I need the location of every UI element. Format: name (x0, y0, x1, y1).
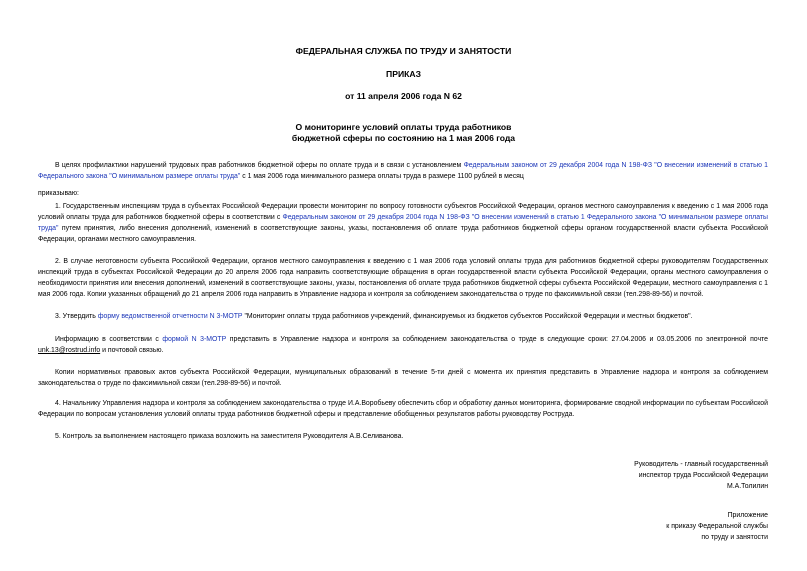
paragraph-1: 1. Государственным инспекциям труда в субъектах Российской Федерации провести мониторинг по вопросу готовности субъектов Российской Федерации, органов местного самоуправления к введению с 1 мая 2006 года условий оплаты труда для работников бюджетной сферы в соответствии с Федеральным законом от 29 декабря 2004 года N 198-ФЗ "О внесении изменений в статью 1 Федерального закона "О минимальном размере оплаты труда" путем принятия, либо внесения дополнений, изменений в соответствующие законы, указы, постановления об оплате труда работников бюджетной сферы органом государственной власти субъекта Российской Федерации, органами местного самоуправления. (38, 203, 768, 243)
form-3-motr-link-2[interactable]: формой N 3-МОТР (162, 336, 227, 343)
paragraph-3: 3. Утвердить форму ведомственной отчетности N 3-МОТР "Мониторинг оплаты труда работников учреждений, финансируемых из бюджетов субъектов Российской Федерации и местных бюджетов". (55, 313, 693, 320)
document-title-line2: бюджетной сферы по состоянию на 1 мая 2006 года (291, 133, 516, 143)
appendix-block (666, 510, 768, 543)
paragraph-4: 4. Начальнику Управления надзора и контроля за соблюдением законодательства о труде И.А.Воробьеву обеспечить сбор и обработку данных мониторинга, формирование сводной информации по субъектам Российской Федерации по вопросам установления условий оплаты труда работников бюджетной сферы и представление обобщенных результатов работы руководству Роструда. (38, 400, 768, 418)
paragraph-copies: Копии нормативных правовых актов субъекта Российской Федерации, муниципальных образований в течение 5-ти дней с момента их принятия представить в Управление надзора и контроля за соблюдением законодательства о труде по факсимильной связи (тел.298-89-56) и почтой. (38, 369, 768, 387)
signature-name: М.А.Толилин (726, 483, 768, 490)
signature-line-2: инспектор труда Российской Федерации (638, 472, 768, 479)
paragraph-5: 5. Контроль за выполнением настоящего приказа возложить на заместителя Руководителя А.В.Селиванова. (55, 433, 404, 440)
intro-paragraph: В целях профилактики нарушений трудовых прав работников бюджетной сферы по оплате труда и в связи с установлением Федеральным законом от 29 декабря 2004 года N 198-ФЗ "О внесении изменений в статью 1 Федерального закона "О минимальном размере оплаты труда" с 1 мая 2006 года минимального размера оплаты труда в размере 1100 рублей в месяц (38, 162, 769, 180)
paragraph-info: Информацию в соответствии с формой N 3-МОТР представить в Управление надзора и контроля за соблюдением законодательства о труде в следующие сроки: 27.04.2006 и 03.05.2006 по электронной почте unk.13@rostrud.info и почтовой связью. (38, 336, 768, 354)
document-type: ПРИКАЗ (386, 69, 421, 79)
paragraph-2: 2. В случае неготовности субъекта Российской Федерации, органов местного самоуправления к введению с 1 мая 2006 года условий оплаты труда для работников бюджетной сферы руководителям Государственных инспекций труда в субъектах Российской Федерации до 20 апреля 2006 года направить соответствующие обращения в орган государственной власти субъекта Российской Федерации, органы местного самоуправления о необходимости принятия или внесения дополнений, изменений в соответствующие законы, указы, постановления об оплате труда работников бюджетной сферы субъекта Российской Федерации, местного самоуправления с 1 мая 2006 года. Копии указанных обращений до 21 апреля 2006 года направить в Управление надзора и контроля за соблюдением законодательства о труде по факсимильной связи (тел.298-89-56) и почтой. (38, 258, 768, 298)
form-3-motr-link[interactable]: форму ведомственной отчетности N 3-МОТР (97, 313, 243, 320)
appendix-line-3: по труду и занятости (701, 534, 768, 541)
federal-law-link-2[interactable]: Федеральным законом от 29 декабря 2004 года N 198-ФЗ "О внесении изменений в статью 1 Федерального закона "О минимальном размере оплаты труда" (38, 214, 768, 232)
order-word: приказываю: (38, 190, 79, 197)
signature-block (634, 459, 768, 492)
appendix-line-2: к приказу Федеральной службы (666, 523, 768, 530)
document-date-number: от 11 апреля 2006 года N 62 (345, 91, 462, 101)
document-title-line1: О мониторинге условий оплаты труда работников (295, 122, 512, 132)
appendix-line-1: Приложение (727, 512, 768, 519)
signature-line-1: Руководитель - главный государственный (634, 461, 768, 468)
federal-law-link[interactable]: Федеральным законом от 29 декабря 2004 года N 198-ФЗ "О внесении изменений в статью 1 Федерального закона "О минимальном размере оплаты труда" (38, 162, 769, 180)
email-link[interactable]: unk.13@rostrud.info (38, 347, 101, 354)
agency-name: ФЕДЕРАЛЬНАЯ СЛУЖБА ПО ТРУДУ И ЗАНЯТОСТИ (295, 46, 512, 56)
